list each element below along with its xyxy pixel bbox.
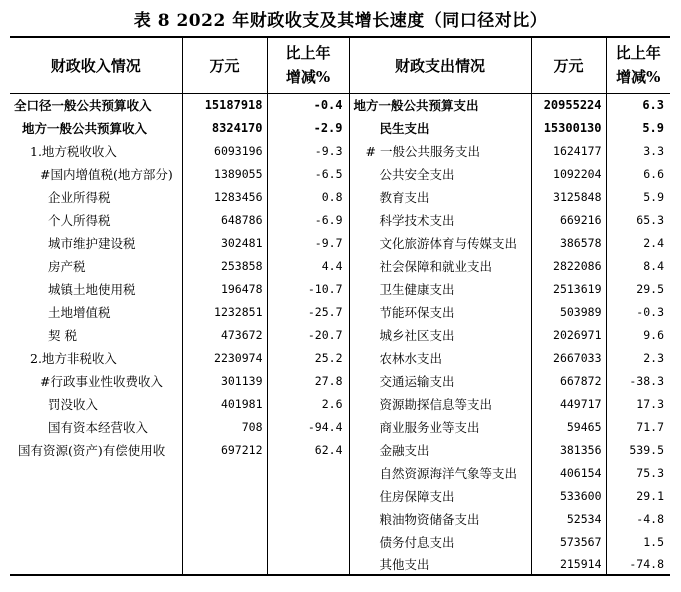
revenue-item-label	[10, 553, 182, 575]
expenditure-change: 539.5	[606, 438, 670, 461]
revenue-item-label: 土地增值税	[48, 304, 111, 320]
revenue-change: -6.9	[267, 208, 349, 231]
revenue-item-label: 地方一般公共预算收入	[22, 120, 148, 136]
expenditure-item-label: 卫生健康支出	[349, 277, 531, 300]
expenditure-item-label: 粮油物资储备支出	[349, 507, 531, 530]
revenue-amount	[182, 507, 267, 530]
revenue-change: 2.6	[267, 392, 349, 415]
revenue-item-label: 企业所得税	[48, 189, 111, 205]
expenditure-amount: 15300130	[531, 116, 606, 139]
table-row	[10, 93, 670, 116]
expenditure-amount: 59465	[531, 415, 606, 438]
revenue-item-label: #国内增值税(地方部分)	[40, 166, 173, 182]
revenue-item-label: 国有资本经营收入	[48, 419, 149, 435]
expenditure-change: -38.3	[606, 369, 670, 392]
revenue-amount	[182, 484, 267, 507]
expenditure-item-label: 文化旅游体育与传媒支出	[349, 231, 531, 254]
revenue-change: 25.2	[267, 346, 349, 369]
revenue-change: 4.4	[267, 254, 349, 277]
revenue-item-label: 城镇土地使用税	[48, 281, 136, 297]
table-row	[10, 277, 670, 300]
expenditure-change: 65.3	[606, 208, 670, 231]
expenditure-change: 5.9	[606, 185, 670, 208]
table-header	[10, 37, 670, 93]
revenue-change: -25.7	[267, 300, 349, 323]
revenue-change: -9.7	[267, 231, 349, 254]
revenue-change	[267, 484, 349, 507]
expenditure-item-label: 商业服务业等支出	[349, 415, 531, 438]
expenditure-change-header-line1: 比上年	[615, 44, 661, 63]
revenue-amount: 648786	[182, 208, 267, 231]
revenue-item-label: 1.地方税收收入	[30, 143, 117, 159]
expenditure-item-label: 金融支出	[349, 438, 531, 461]
revenue-change	[267, 507, 349, 530]
revenue-amount	[182, 461, 267, 484]
expenditure-item-label: 城乡社区支出	[349, 323, 531, 346]
expenditure-change: 17.3	[606, 392, 670, 415]
expenditure-amount: 533600	[531, 484, 606, 507]
revenue-amount: 1283456	[182, 185, 267, 208]
expenditure-amount: 215914	[531, 553, 606, 575]
expenditure-amount: 2667033	[531, 346, 606, 369]
expenditure-item-label: 民生支出	[349, 116, 531, 139]
table-row	[10, 530, 670, 553]
revenue-amount: 1389055	[182, 162, 267, 185]
expenditure-item-label: 债务付息支出	[349, 530, 531, 553]
table-row	[10, 231, 670, 254]
expenditure-amount: 381356	[531, 438, 606, 461]
expenditure-unit-header: 万元	[531, 37, 606, 93]
revenue-change: -10.7	[267, 277, 349, 300]
expenditure-change-header	[606, 37, 670, 93]
revenue-amount: 15187918	[182, 93, 267, 116]
table-row	[10, 553, 670, 575]
table-row	[10, 300, 670, 323]
revenue-change	[267, 461, 349, 484]
expenditure-amount: 449717	[531, 392, 606, 415]
expenditure-amount: 3125848	[531, 185, 606, 208]
revenue-header: 财政收入情况	[50, 56, 141, 75]
revenue-amount: 473672	[182, 323, 267, 346]
table-row	[10, 162, 670, 185]
revenue-amount: 196478	[182, 277, 267, 300]
revenue-amount	[182, 553, 267, 575]
revenue-item-label: #行政事业性收费收入	[40, 373, 163, 389]
expenditure-change: 1.5	[606, 530, 670, 553]
revenue-change: -2.9	[267, 116, 349, 139]
table-row	[10, 507, 670, 530]
expenditure-change: -4.8	[606, 507, 670, 530]
expenditure-header: 财政支出情况	[349, 37, 531, 93]
expenditure-amount: 573567	[531, 530, 606, 553]
table-row	[10, 116, 670, 139]
expenditure-item-label: # 一般公共服务支出	[349, 139, 531, 162]
revenue-amount: 301139	[182, 369, 267, 392]
expenditure-amount: 2513619	[531, 277, 606, 300]
expenditure-change: 2.4	[606, 231, 670, 254]
revenue-unit-header: 万元	[182, 37, 267, 93]
revenue-change: -6.5	[267, 162, 349, 185]
revenue-item-label: 契 税	[48, 327, 77, 343]
table-row	[10, 438, 670, 461]
revenue-change: 62.4	[267, 438, 349, 461]
fiscal-table	[10, 36, 670, 576]
revenue-item-label: 房产税	[48, 258, 86, 274]
expenditure-amount: 52534	[531, 507, 606, 530]
expenditure-change: -0.3	[606, 300, 670, 323]
table-row	[10, 461, 670, 484]
expenditure-item-label: 交通运输支出	[349, 369, 531, 392]
expenditure-item-label: 自然资源海洋气象等支出	[349, 461, 531, 484]
revenue-item-label: 2.地方非税收入	[30, 350, 117, 366]
revenue-change-header-line2: 增减%	[285, 68, 331, 87]
expenditure-item-label: 科学技术支出	[349, 208, 531, 231]
revenue-amount: 697212	[182, 438, 267, 461]
expenditure-change: 6.6	[606, 162, 670, 185]
expenditure-amount: 406154	[531, 461, 606, 484]
table-row	[10, 484, 670, 507]
expenditure-change: 3.3	[606, 139, 670, 162]
revenue-change	[267, 530, 349, 553]
table-row	[10, 323, 670, 346]
revenue-change: -20.7	[267, 323, 349, 346]
expenditure-change: 29.5	[606, 277, 670, 300]
expenditure-change: 71.7	[606, 415, 670, 438]
revenue-item-label: 罚没收入	[48, 396, 99, 412]
expenditure-amount: 386578	[531, 231, 606, 254]
revenue-item-label: 全口径一般公共预算收入	[14, 97, 152, 113]
revenue-amount: 302481	[182, 231, 267, 254]
expenditure-change: 29.1	[606, 484, 670, 507]
expenditure-change: 75.3	[606, 461, 670, 484]
expenditure-amount: 669216	[531, 208, 606, 231]
revenue-change-header	[267, 37, 349, 93]
expenditure-item-label: 资源勘探信息等支出	[349, 392, 531, 415]
revenue-change: 27.8	[267, 369, 349, 392]
table-row	[10, 415, 670, 438]
revenue-item-label: 城市维护建设税	[48, 235, 136, 251]
table-body	[10, 93, 670, 575]
table-row	[10, 254, 670, 277]
table-row	[10, 346, 670, 369]
revenue-item-label	[10, 461, 182, 484]
revenue-amount: 8324170	[182, 116, 267, 139]
revenue-amount: 253858	[182, 254, 267, 277]
expenditure-item-label: 其他支出	[349, 553, 531, 575]
revenue-item-label	[10, 530, 182, 553]
expenditure-item-label: 地方一般公共预算支出	[349, 93, 531, 116]
expenditure-amount: 20955224	[531, 93, 606, 116]
revenue-amount: 2230974	[182, 346, 267, 369]
expenditure-amount: 1092204	[531, 162, 606, 185]
revenue-amount: 6093196	[182, 139, 267, 162]
revenue-change-header-line1: 比上年	[285, 44, 331, 63]
expenditure-item-label: 公共安全支出	[349, 162, 531, 185]
table-row	[10, 139, 670, 162]
revenue-change: -9.3	[267, 139, 349, 162]
revenue-change: -0.4	[267, 93, 349, 116]
revenue-change	[267, 553, 349, 575]
revenue-item-label: 个人所得税	[48, 212, 111, 228]
expenditure-item-label: 社会保障和就业支出	[349, 254, 531, 277]
expenditure-change: 9.6	[606, 323, 670, 346]
revenue-item-label	[10, 507, 182, 530]
revenue-item-label: 国有资源(资产)有偿使用收	[18, 442, 166, 458]
expenditure-change: 8.4	[606, 254, 670, 277]
revenue-change: -94.4	[267, 415, 349, 438]
expenditure-amount: 2822086	[531, 254, 606, 277]
revenue-amount	[182, 530, 267, 553]
table-row	[10, 208, 670, 231]
expenditure-change: -74.8	[606, 553, 670, 575]
table-title: 表 8 2022 年财政收支及其增长速度（同口径对比）	[133, 11, 548, 31]
expenditure-change: 6.3	[606, 93, 670, 116]
revenue-amount: 708	[182, 415, 267, 438]
table-row	[10, 369, 670, 392]
table-row	[10, 185, 670, 208]
revenue-amount: 1232851	[182, 300, 267, 323]
expenditure-item-label: 节能环保支出	[349, 300, 531, 323]
expenditure-item-label: 住房保障支出	[349, 484, 531, 507]
expenditure-amount: 503989	[531, 300, 606, 323]
expenditure-change: 2.3	[606, 346, 670, 369]
expenditure-item-label: 农林水支出	[349, 346, 531, 369]
revenue-item-label	[10, 484, 182, 507]
revenue-amount: 401981	[182, 392, 267, 415]
table-row	[10, 392, 670, 415]
expenditure-amount: 2026971	[531, 323, 606, 346]
expenditure-change: 5.9	[606, 116, 670, 139]
expenditure-amount: 667872	[531, 369, 606, 392]
expenditure-change-header-line2: 增减%	[616, 68, 661, 87]
revenue-change: 0.8	[267, 185, 349, 208]
expenditure-item-label: 教育支出	[349, 185, 531, 208]
expenditure-amount: 1624177	[531, 139, 606, 162]
